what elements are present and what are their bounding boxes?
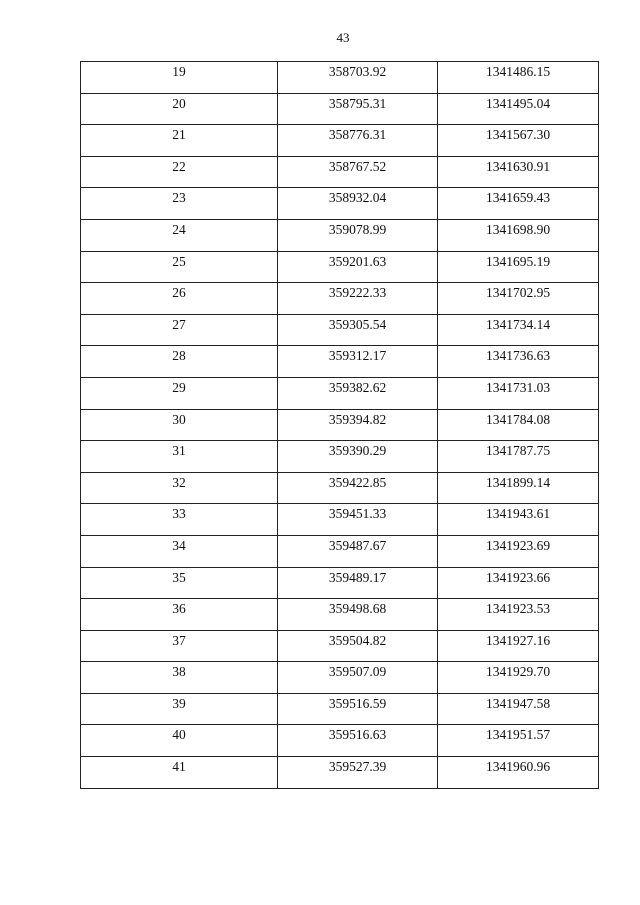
coordinates-table-body xyxy=(81,62,599,789)
point-number-cell: 24 xyxy=(81,219,278,251)
table-row xyxy=(81,251,599,283)
x-coordinate-cell: 359312.17 xyxy=(278,346,438,378)
y-coordinate-cell: 1341923.69 xyxy=(438,535,599,567)
y-coordinate-cell: 1341659.43 xyxy=(438,188,599,220)
point-number-cell: 29 xyxy=(81,377,278,409)
x-coordinate-cell: 359451.33 xyxy=(278,504,438,536)
table-row xyxy=(81,93,599,125)
table-row xyxy=(81,409,599,441)
x-coordinate-cell: 359487.67 xyxy=(278,535,438,567)
table-row xyxy=(81,188,599,220)
x-coordinate-cell: 358776.31 xyxy=(278,125,438,157)
table-row xyxy=(81,757,599,789)
point-number-cell: 38 xyxy=(81,662,278,694)
x-coordinate-cell: 359516.63 xyxy=(278,725,438,757)
y-coordinate-cell: 1341947.58 xyxy=(438,693,599,725)
point-number-cell: 20 xyxy=(81,93,278,125)
x-coordinate-cell: 359390.29 xyxy=(278,441,438,473)
table-row xyxy=(81,377,599,409)
point-number-cell: 23 xyxy=(81,188,278,220)
y-coordinate-cell: 1341731.03 xyxy=(438,377,599,409)
x-coordinate-cell: 358932.04 xyxy=(278,188,438,220)
x-coordinate-cell: 359222.33 xyxy=(278,283,438,315)
table-row xyxy=(81,283,599,315)
x-coordinate-cell: 359516.59 xyxy=(278,693,438,725)
x-coordinate-cell: 358795.31 xyxy=(278,93,438,125)
x-coordinate-cell: 359504.82 xyxy=(278,630,438,662)
point-number-cell: 27 xyxy=(81,314,278,346)
point-number-cell: 35 xyxy=(81,567,278,599)
y-coordinate-cell: 1341736.63 xyxy=(438,346,599,378)
x-coordinate-cell: 358703.92 xyxy=(278,62,438,94)
point-number-cell: 32 xyxy=(81,472,278,504)
point-number-cell: 25 xyxy=(81,251,278,283)
x-coordinate-cell: 359201.63 xyxy=(278,251,438,283)
table-row xyxy=(81,346,599,378)
y-coordinate-cell: 1341734.14 xyxy=(438,314,599,346)
point-number-cell: 37 xyxy=(81,630,278,662)
x-coordinate-cell: 359498.68 xyxy=(278,599,438,631)
table-row xyxy=(81,504,599,536)
x-coordinate-cell: 359382.62 xyxy=(278,377,438,409)
table-row xyxy=(81,441,599,473)
table-row xyxy=(81,693,599,725)
y-coordinate-cell: 1341960.96 xyxy=(438,757,599,789)
point-number-cell: 22 xyxy=(81,156,278,188)
point-number-cell: 26 xyxy=(81,283,278,315)
x-coordinate-cell: 359489.17 xyxy=(278,567,438,599)
point-number-cell: 28 xyxy=(81,346,278,378)
page-number: 43 xyxy=(336,30,350,45)
y-coordinate-cell: 1341927.16 xyxy=(438,630,599,662)
point-number-cell: 40 xyxy=(81,725,278,757)
x-coordinate-cell: 359078.99 xyxy=(278,219,438,251)
table-row xyxy=(81,535,599,567)
table-row xyxy=(81,472,599,504)
y-coordinate-cell: 1341929.70 xyxy=(438,662,599,694)
x-coordinate-cell: 359507.09 xyxy=(278,662,438,694)
point-number-cell: 41 xyxy=(81,757,278,789)
table-row xyxy=(81,62,599,94)
y-coordinate-cell: 1341923.66 xyxy=(438,567,599,599)
y-coordinate-cell: 1341495.04 xyxy=(438,93,599,125)
y-coordinate-cell: 1341630.91 xyxy=(438,156,599,188)
table-row xyxy=(81,725,599,757)
point-number-cell: 39 xyxy=(81,693,278,725)
table-row xyxy=(81,599,599,631)
table-row xyxy=(81,662,599,694)
x-coordinate-cell: 359527.39 xyxy=(278,757,438,789)
table-row xyxy=(81,314,599,346)
y-coordinate-cell: 1341899.14 xyxy=(438,472,599,504)
x-coordinate-cell: 359305.54 xyxy=(278,314,438,346)
table-row xyxy=(81,156,599,188)
x-coordinate-cell: 358767.52 xyxy=(278,156,438,188)
y-coordinate-cell: 1341695.19 xyxy=(438,251,599,283)
table-row xyxy=(81,125,599,157)
x-coordinate-cell: 359394.82 xyxy=(278,409,438,441)
table-row xyxy=(81,567,599,599)
point-number-cell: 34 xyxy=(81,535,278,567)
y-coordinate-cell: 1341702.95 xyxy=(438,283,599,315)
table-row xyxy=(81,630,599,662)
point-number-cell: 33 xyxy=(81,504,278,536)
y-coordinate-cell: 1341698.90 xyxy=(438,219,599,251)
point-number-cell: 36 xyxy=(81,599,278,631)
y-coordinate-cell: 1341943.61 xyxy=(438,504,599,536)
y-coordinate-cell: 1341784.08 xyxy=(438,409,599,441)
point-number-cell: 19 xyxy=(81,62,278,94)
coordinates-table xyxy=(80,61,599,789)
y-coordinate-cell: 1341787.75 xyxy=(438,441,599,473)
y-coordinate-cell: 1341567.30 xyxy=(438,125,599,157)
table-row xyxy=(81,219,599,251)
y-coordinate-cell: 1341486.15 xyxy=(438,62,599,94)
point-number-cell: 30 xyxy=(81,409,278,441)
point-number-cell: 31 xyxy=(81,441,278,473)
x-coordinate-cell: 359422.85 xyxy=(278,472,438,504)
y-coordinate-cell: 1341951.57 xyxy=(438,725,599,757)
y-coordinate-cell: 1341923.53 xyxy=(438,599,599,631)
point-number-cell: 21 xyxy=(81,125,278,157)
